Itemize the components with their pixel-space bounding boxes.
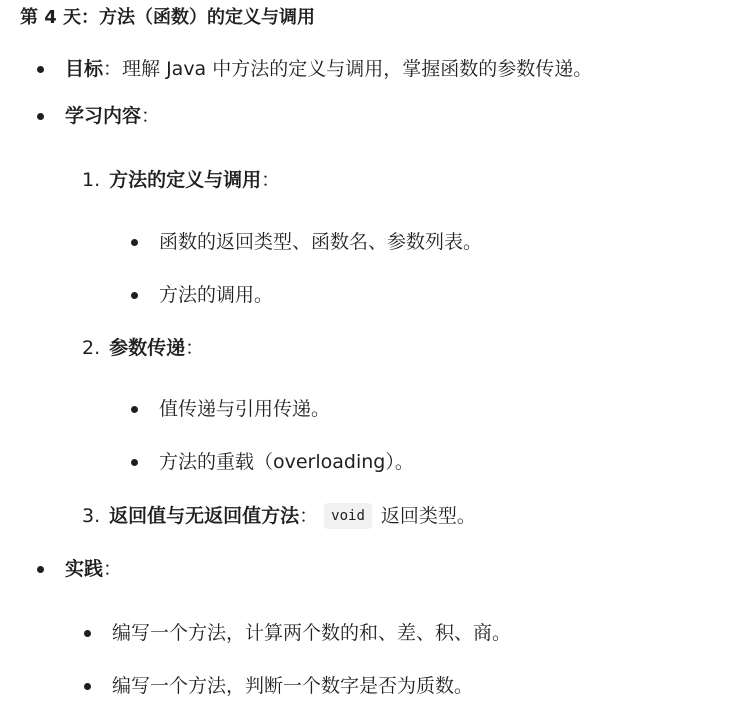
- goal-sep: ：: [103, 58, 123, 80]
- inline-code: void: [324, 503, 372, 529]
- bullet-icon: [131, 292, 138, 299]
- bullet-icon: [131, 239, 138, 246]
- content-item: [37, 100, 160, 132]
- goal-text: 理解 Java 中方法的定义与调用，掌握函数的参数传递。: [122, 58, 593, 80]
- bullet-icon: [84, 683, 91, 690]
- practice-sep: ：: [103, 558, 123, 580]
- bullet-icon: [37, 113, 44, 120]
- list-item-text: 值传递与引用传递。: [159, 398, 331, 420]
- subsection-sep: ：: [299, 505, 319, 527]
- subsection-label: 方法的定义与调用: [109, 169, 262, 191]
- list-item-text: 编写一个方法，判断一个数字是否为质数。: [112, 675, 474, 697]
- list-item: [131, 446, 414, 478]
- list-number: 1.: [82, 169, 101, 191]
- list-item: [131, 393, 330, 425]
- goal-item: [37, 53, 592, 85]
- practice-label: 实践: [65, 558, 104, 580]
- goal-label: 目标: [65, 58, 104, 80]
- bullet-icon: [131, 459, 138, 466]
- list-item: [131, 226, 482, 258]
- subsection-label: 参数传递: [109, 337, 186, 359]
- list-item: [84, 670, 473, 702]
- list-item-text: 方法的调用。: [159, 284, 274, 306]
- list-item: [84, 617, 511, 649]
- list-number: 3.: [82, 505, 101, 527]
- practice-item: [37, 553, 122, 585]
- subsection-label: 返回值与无返回值方法: [109, 505, 300, 527]
- list-item-text: 编写一个方法，计算两个数的和、差、积、商。: [112, 622, 512, 644]
- content-sep: ：: [141, 105, 161, 127]
- section-title: 第 4 天：方法（函数）的定义与调用: [20, 7, 316, 28]
- subsection-text: 返回类型。: [380, 505, 476, 527]
- bullet-icon: [84, 630, 91, 637]
- content-subsection-1: [82, 164, 280, 196]
- content-subsection-2: [82, 332, 204, 364]
- bullet-icon: [37, 66, 44, 73]
- list-number: 2.: [82, 337, 101, 359]
- content-label: 学习内容: [65, 105, 142, 127]
- subsection-sep: ：: [261, 169, 281, 191]
- bullet-icon: [131, 406, 138, 413]
- list-item-text: 方法的重载（overloading）。: [159, 451, 414, 473]
- bullet-icon: [37, 566, 44, 573]
- list-item-text: 函数的返回类型、函数名、参数列表。: [159, 231, 483, 253]
- list-item: [131, 279, 273, 311]
- content-subsection-3: [82, 500, 476, 532]
- subsection-sep: ：: [185, 337, 205, 359]
